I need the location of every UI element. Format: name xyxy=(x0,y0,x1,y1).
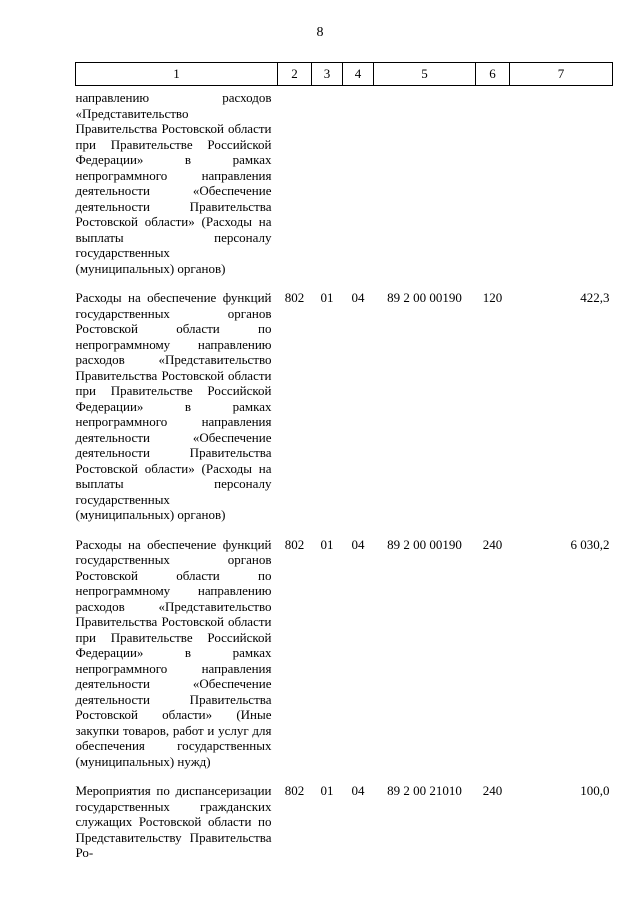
budget-table xyxy=(75,62,613,875)
row-expense-type-code: 120 xyxy=(482,290,503,305)
row-subsection-code: 04 xyxy=(351,290,365,305)
page-number: 8 xyxy=(316,25,324,40)
row-target-code: 89 2 00 00190 xyxy=(387,290,462,305)
row-subsection-code: 04 xyxy=(351,783,365,798)
row-description: Расходы на обеспечение функций государственных органов Ростовской области по непрограммному направлению расходов «Представительство Правительства Ростовской области при Правительстве Российской Федерации» в рамках непрограммного направления деятельности «Обеспечение деятельности Правительства Ростовской области» (Расходы на выплаты персоналу государственных (муниципальных) органов) xyxy=(75,290,272,522)
column-header-5: 5 xyxy=(374,63,476,86)
row-target-code: 89 2 00 21010 xyxy=(387,783,462,798)
column-header-1: 1 xyxy=(76,63,278,86)
column-header-2: 2 xyxy=(278,63,312,86)
table-row xyxy=(76,290,613,537)
row-section-code: 01 xyxy=(320,536,334,552)
column-header-3: 3 xyxy=(312,63,343,86)
row-target-code: 89 2 00 00190 xyxy=(387,536,462,552)
column-header-4: 4 xyxy=(343,63,374,86)
row-ministry-code: 802 xyxy=(284,783,305,798)
row-section-code: 01 xyxy=(320,290,334,305)
row-ministry-code: 802 xyxy=(284,536,305,552)
row-section-code: 01 xyxy=(320,783,334,798)
row-amount: 422,3 xyxy=(580,290,610,305)
row-amount: 100,0 xyxy=(580,783,610,798)
row-description: Мероприятия по диспансеризации государственных гражданских служащих Ростовской области по Представительству Правительства Ро- xyxy=(75,783,272,860)
column-header-7: 7 xyxy=(510,63,613,86)
row-ministry-code: 802 xyxy=(284,290,305,305)
row-amount: 6 030,2 xyxy=(570,536,610,552)
column-header-6: 6 xyxy=(476,63,510,86)
row-subsection-code: 04 xyxy=(351,536,365,552)
table-header-row xyxy=(76,63,613,86)
continuation-description: направлению расходов «Представительство Правительства Ростовской области при Правительстве Российской Федерации» в рамках непрограммного направления деятельности «Обеспечение деятельности Правительства Ростовской области» (Расходы на выплаты персоналу государственных (муниципальных) органов) xyxy=(75,90,272,276)
row-expense-type-code: 240 xyxy=(482,783,503,798)
table-row xyxy=(76,783,613,875)
row-description: Расходы на обеспечение функций государственных органов Ростовской области по непрограммному направлению расходов «Представительство Правительства Ростовской области при Правительстве Российской Федерации» в рамках непрограммного направления деятельности «Обеспечение деятельности Правительства Ростовской области» (Иные закупки товаров, работ и услуг для обеспечения государственных (муниципальных) нужд) xyxy=(75,536,272,769)
table-row-continuation xyxy=(76,86,613,291)
table-row xyxy=(76,537,613,784)
row-expense-type-code: 240 xyxy=(482,536,503,552)
